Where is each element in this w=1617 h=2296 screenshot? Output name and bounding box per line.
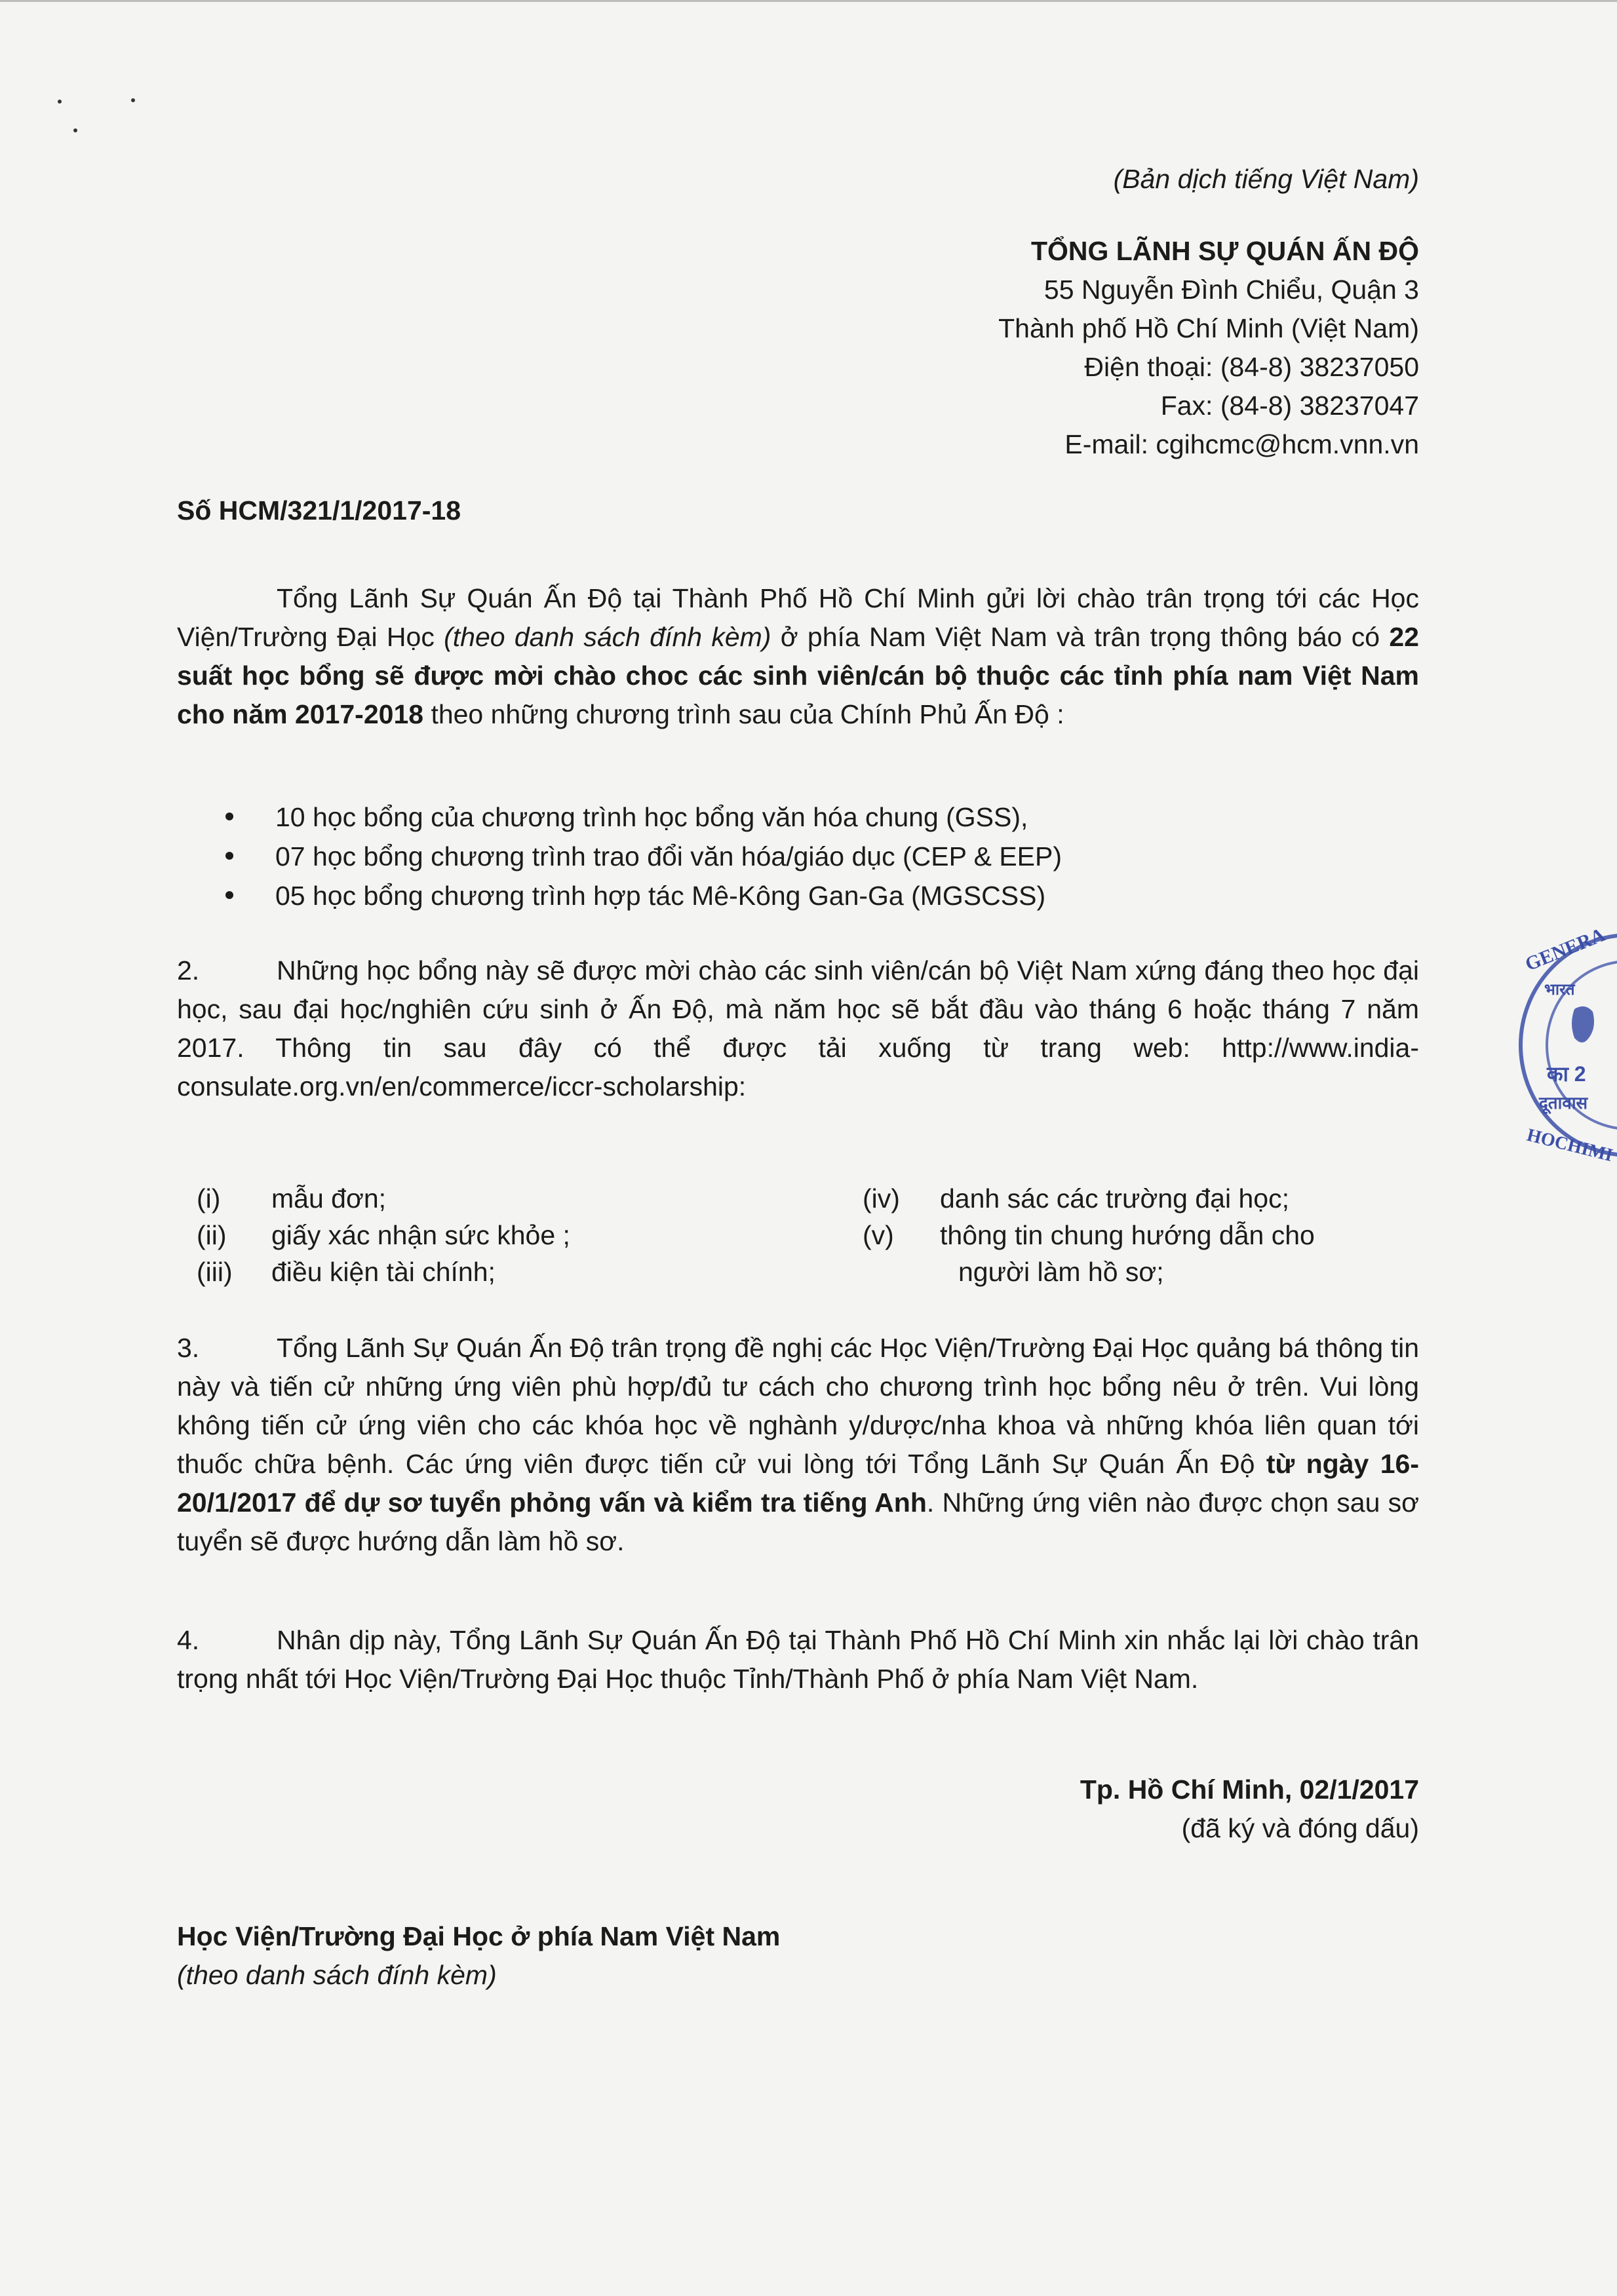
doc-item: giấy xác nhận sức khỏe ; — [271, 1220, 570, 1250]
paragraph-1-bold: 22 suất học bổng sẽ được mời chào choc các sinh viên/cán bộ thuộc các tỉnh phía nam Việt Nam cho năm 2017-2018 — [177, 622, 1419, 729]
consulate-header — [501, 232, 1419, 464]
program-item: 05 học bổng chương trình hợp tác Mê-Kông Gan-Ga (MGSCSS) — [275, 881, 1046, 911]
paragraph-4: Nhân dịp này, Tổng Lãnh Sự Quán Ấn Độ tại Thành Phố Hồ Chí Minh xin nhắc lại lời chào trân trọng nhất tới Học Viện/Trường Đại Học thuộc Tỉnh/Thành Phố ở phía Nam Việt Nam. — [177, 1625, 1419, 1694]
signed-sealed-note: (đã ký và đóng dấu) — [1181, 1813, 1419, 1843]
svg-text:भारत: भारत — [1544, 982, 1575, 999]
doc-item: điều kiện tài chính; — [271, 1257, 496, 1287]
place-date: Tp. Hồ Chí Minh, 02/1/2017 — [1080, 1774, 1419, 1805]
svg-text:दूतावास: दूतावास — [1539, 1094, 1588, 1113]
consulate-address-line2: Thành phố Hồ Chí Minh (Việt Nam) — [998, 313, 1419, 343]
consulate-name: TỔNG LÃNH SỰ QUÁN ẤN ĐỘ — [1030, 236, 1419, 266]
paragraph-2: Những học bổng này sẽ được mời chào các sinh viên/cán bộ Việt Nam xứng đáng theo học đại học, sau đại học/nghiên cứu sinh ở Ấn Độ, mà năm học sẽ bắt đầu vào tháng 6 hoặc tháng 7 năm 2017. Thông tin sau đây có thể được tải xuống từ trang web: http://www.india-consulate.org.vn/en/commerce/iccr-scholarship: — [177, 955, 1419, 1101]
paragraph-3-text-b: . Những ứng viên nào được chọn sau sơ tuyển sẽ được hướng dẫn làm hồ sơ. — [177, 1487, 1419, 1556]
signature-block — [633, 1770, 1419, 1848]
svg-text:GENERA: GENERA — [1522, 924, 1608, 976]
paragraph-2-number: 2. — [177, 955, 200, 985]
svg-text:का 2: का 2 — [1547, 1062, 1586, 1086]
program-item: 10 học bổng của chương trình học bổng văn hóa chung (GSS), — [275, 802, 1028, 832]
recipient-title: Học Viện/Trường Đại Học ở phía Nam Việt Nam — [177, 1921, 781, 1951]
doc-item: mẫu đơn; — [271, 1183, 387, 1214]
official-stamp — [1514, 924, 1617, 1166]
doc-num: (ii) — [197, 1220, 227, 1250]
doc-num: (i) — [197, 1183, 221, 1214]
program-item: 07 học bổng chương trình trao đổi văn hóa/giáo dục (CEP & EEP) — [275, 841, 1062, 871]
bullet-dot — [225, 852, 233, 860]
doc-num: (v) — [863, 1220, 894, 1250]
doc-item: danh sác các trường đại học; — [940, 1183, 1289, 1214]
paragraph-3-number: 3. — [177, 1333, 200, 1363]
paragraph-1-italic: (theo danh sách đính kèm) — [444, 622, 771, 652]
paragraph-3 — [177, 1329, 1419, 1561]
stamp-seal-icon — [1514, 924, 1617, 1166]
scan-speck — [73, 128, 77, 132]
scan-top-edge — [0, 0, 1617, 2]
paragraph-3-text-a: Tổng Lãnh Sự Quán Ấn Độ trân trọng đề nghị các Học Viện/Trường Đại Học quảng bá thông tin này và tiến cử những ứng viên phù hợp/đủ tư cách cho chương trình học bổng nêu ở trên. Vui lòng không tiến cử ứng viên cho các khóa học về nghành y/dược/nha khoa và những khóa liên quan tới thuốc chữa bệnh. Các ứng viên được tiến cử vui lòng tới Tổng Lãnh Sự Quán Ấn Độ — [177, 1333, 1419, 1479]
svg-text:HOCHIMI: HOCHIMI — [1525, 1124, 1615, 1166]
consulate-fax: Fax: (84-8) 38237047 — [1160, 391, 1419, 421]
scan-speck — [58, 100, 62, 104]
recipient-block — [177, 1917, 780, 1995]
translation-note: (Bản dịch tiếng Việt Nam) — [1113, 164, 1419, 194]
bullet-dot — [225, 813, 233, 820]
paragraph-1-text-b: ở phía Nam Việt Nam và trân trọng thông báo có — [771, 622, 1390, 652]
paragraph-4-number: 4. — [177, 1625, 200, 1655]
doc-item: thông tin chung hướng dẫn cho — [940, 1220, 1315, 1250]
scan-speck — [131, 98, 135, 102]
paragraph-1-text-a: Tổng Lãnh Sự Quán Ấn Độ tại Thành Phố Hồ Chí Minh gửi lời chào trân trọng tới các Học Viện/Trường Đại Học — [177, 583, 1419, 652]
paragraph-1 — [177, 579, 1419, 734]
recipient-subtitle: (theo danh sách đính kèm) — [177, 1960, 497, 1990]
doc-num: (iv) — [863, 1183, 900, 1214]
paragraph-1-text-c: theo những chương trình sau của Chính Phủ Ấn Độ : — [423, 699, 1064, 729]
consulate-phone: Điện thoại: (84-8) 38237050 — [1084, 352, 1419, 382]
reference-number: Số HCM/321/1/2017-18 — [177, 495, 461, 526]
paragraph-3-bold: từ ngày 16-20/1/2017 để dự sơ tuyển phỏng vấn và kiểm tra tiếng Anh — [177, 1449, 1419, 1518]
consulate-address-line1: 55 Nguyễn Đình Chiểu, Quận 3 — [1043, 275, 1419, 305]
consulate-email: E-mail: cgihcmc@hcm.vnn.vn — [1064, 429, 1419, 459]
doc-item-continuation: người làm hồ sơ; — [958, 1257, 1164, 1287]
bullet-dot — [225, 891, 233, 899]
doc-num: (iii) — [197, 1257, 233, 1287]
